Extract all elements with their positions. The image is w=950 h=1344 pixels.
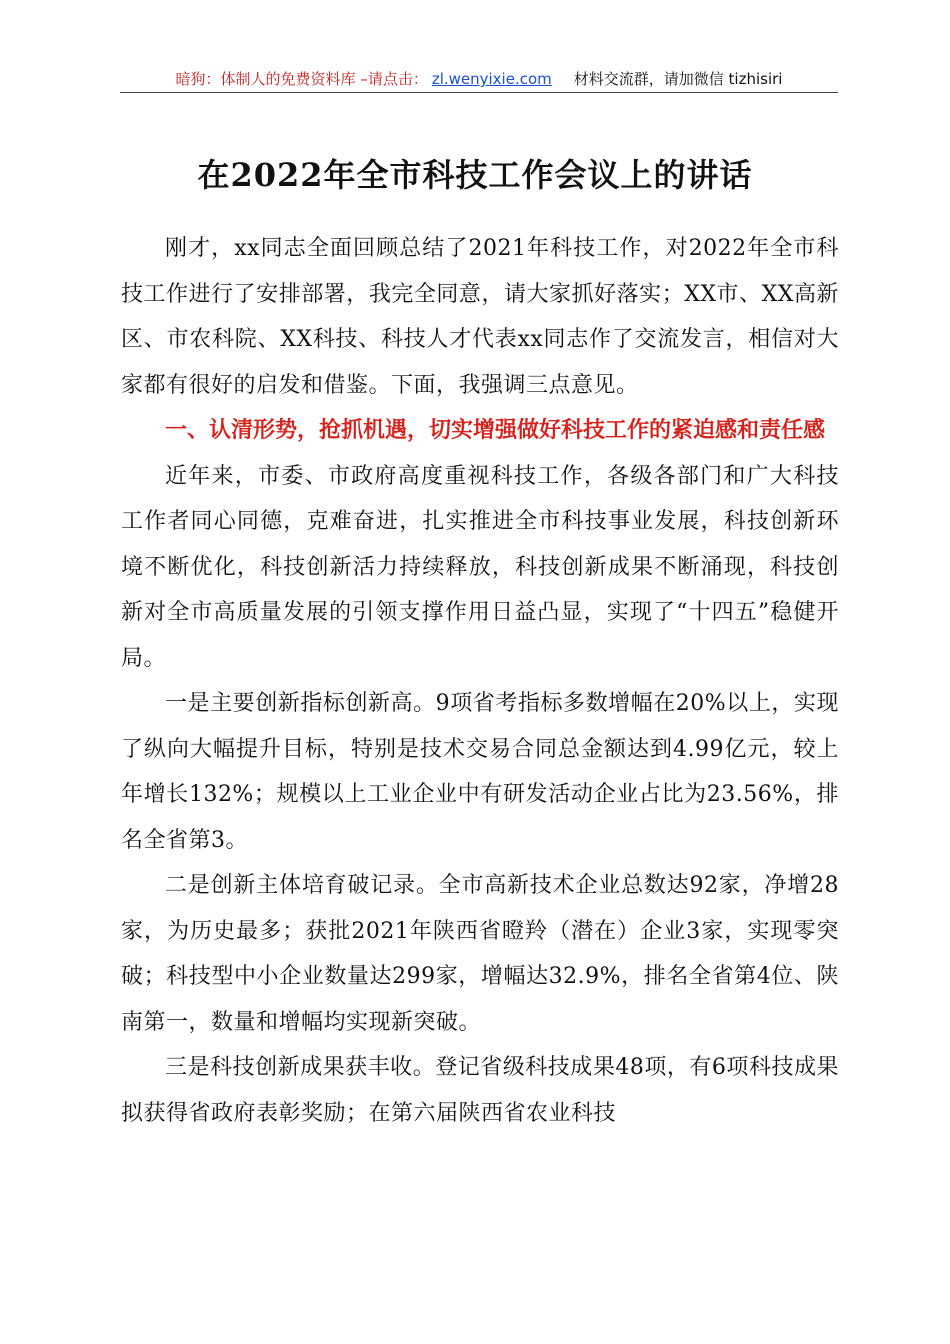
document-body (121, 226, 839, 1136)
body-paragraph: 三是科技创新成果获丰收。登记省级科技成果48项，有6项科技成果拟获得省政府表彰奖励；在第六届陕西省农业科技 (121, 1055, 839, 1126)
section-heading-1: 一、认清形势，抢抓机遇，切实增强做好科技工作的紧迫感和责任感 (165, 418, 826, 443)
intro-paragraph: 刚才，xx同志全面回顾总结了2021年科技工作，对2022年全市科技工作进行了安排部署，我完全同意，请大家抓好落实；XX市、XX高新区、市农科院、XX科技、科技人才代表xx同志作了交流发言，相信对大家都有很好的启发和借鉴。下面，我强调三点意见。 (121, 236, 839, 398)
header-promo-text: 暗狗：体制人的免费资料库 –请点击： (175, 70, 428, 88)
body-paragraph: 二是创新主体培育破记录。全市高新技术企业总数达92家，净增28家，为历史最多；获批2021年陕西省瞪羚（潜在）企业3家，实现零突破；科技型中小企业数量达299家，增幅达32.9%，排名全省第4位、陕南第一，数量和增幅均实现新突破。 (121, 873, 839, 1035)
page-header (120, 66, 838, 93)
header-website-link[interactable]: zl.wenyixie.com (431, 70, 552, 88)
document-title: 在2022年全市科技工作会议上的讲话 (197, 156, 753, 194)
body-paragraph: 近年来，市委、市政府高度重视科技工作，各级各部门和广大科技工作者同心同德，克难奋进，扎实推进全市科技事业发展，科技创新环境不断优化，科技创新活力持续释放，科技创新成果不断涌现，科技创新对全市高质量发展的引领支撑作用日益凸显，实现了“十四五”稳健开局。 (121, 463, 839, 671)
header-contact-text: 材料交流群，请加微信 tizhisiri (573, 70, 783, 88)
body-paragraph: 一是主要创新指标创新高。9项省考指标多数增幅在20%以上，实现了纵向大幅提升目标，特别是技术交易合同总金额达到4.99亿元，较上年增长132%；规模以上工业企业中有研发活动企业占比为23.56%，排名全省第3。 (121, 691, 839, 853)
